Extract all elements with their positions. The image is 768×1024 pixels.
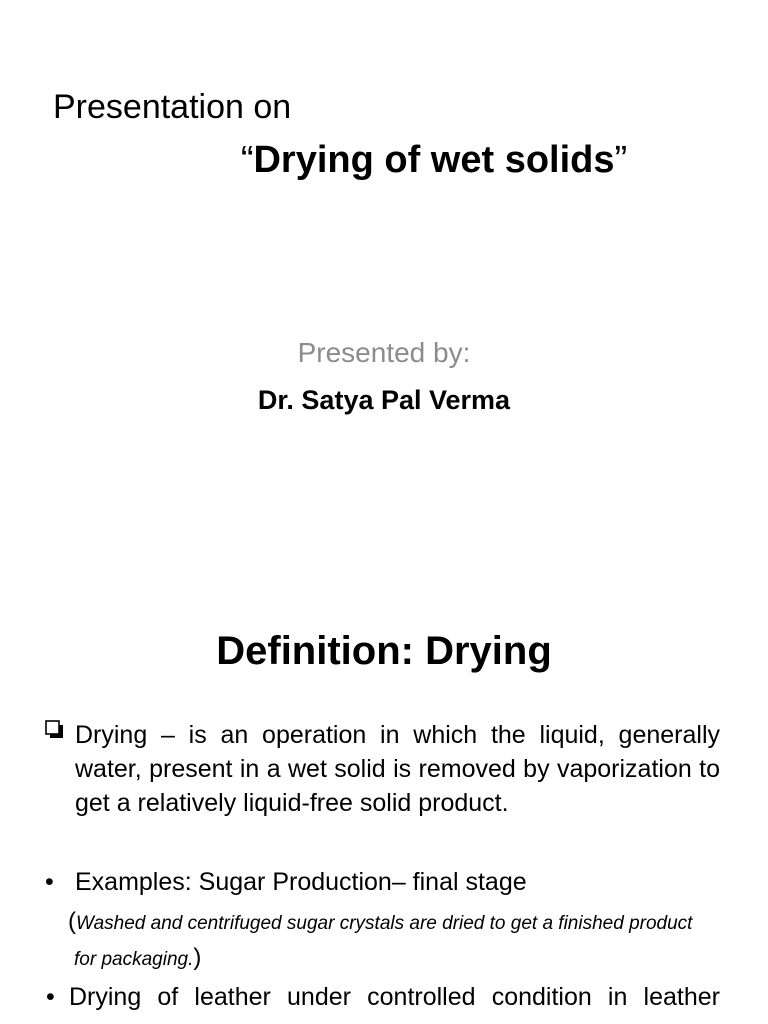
leather-text: Drying of leather under controlled condition in leather [69,983,720,1011]
bullet-dot-icon: • [45,868,54,896]
note-line2: for packaging. [74,949,194,970]
note-open-paren: ( [68,908,76,935]
open-quote: “ [240,139,254,181]
definition-slide [0,560,768,1024]
pre-title: Presentation on [53,88,292,126]
title-text: Drying of wet solids [253,139,615,181]
note-line1: Washed and centrifuged sugar crystals are dried to get a finished product [76,913,693,934]
note-close-paren: ) [193,944,202,971]
close-quote: ” [614,139,628,181]
author-name: Dr. Satya Pal Verma [257,385,511,415]
definition-bullet [45,718,720,820]
presented-by-label: Presented by: [297,337,471,368]
leather-bullet [46,980,720,1014]
example-text: Examples: Sugar Production– final stage [75,868,527,896]
bullet-dot-icon: • [46,983,55,1011]
definition-text: Drying – is an operation in which the liquid, generally water, present in a wet solid is removed by vaporization to get a relatively liquid-free solid product. [75,721,720,817]
checkbox-bullet-icon [45,720,63,738]
example-note [68,905,723,977]
presentation-title [0,136,768,184]
definition-heading: Definition: Drying [216,629,552,673]
example-bullet [45,865,720,899]
